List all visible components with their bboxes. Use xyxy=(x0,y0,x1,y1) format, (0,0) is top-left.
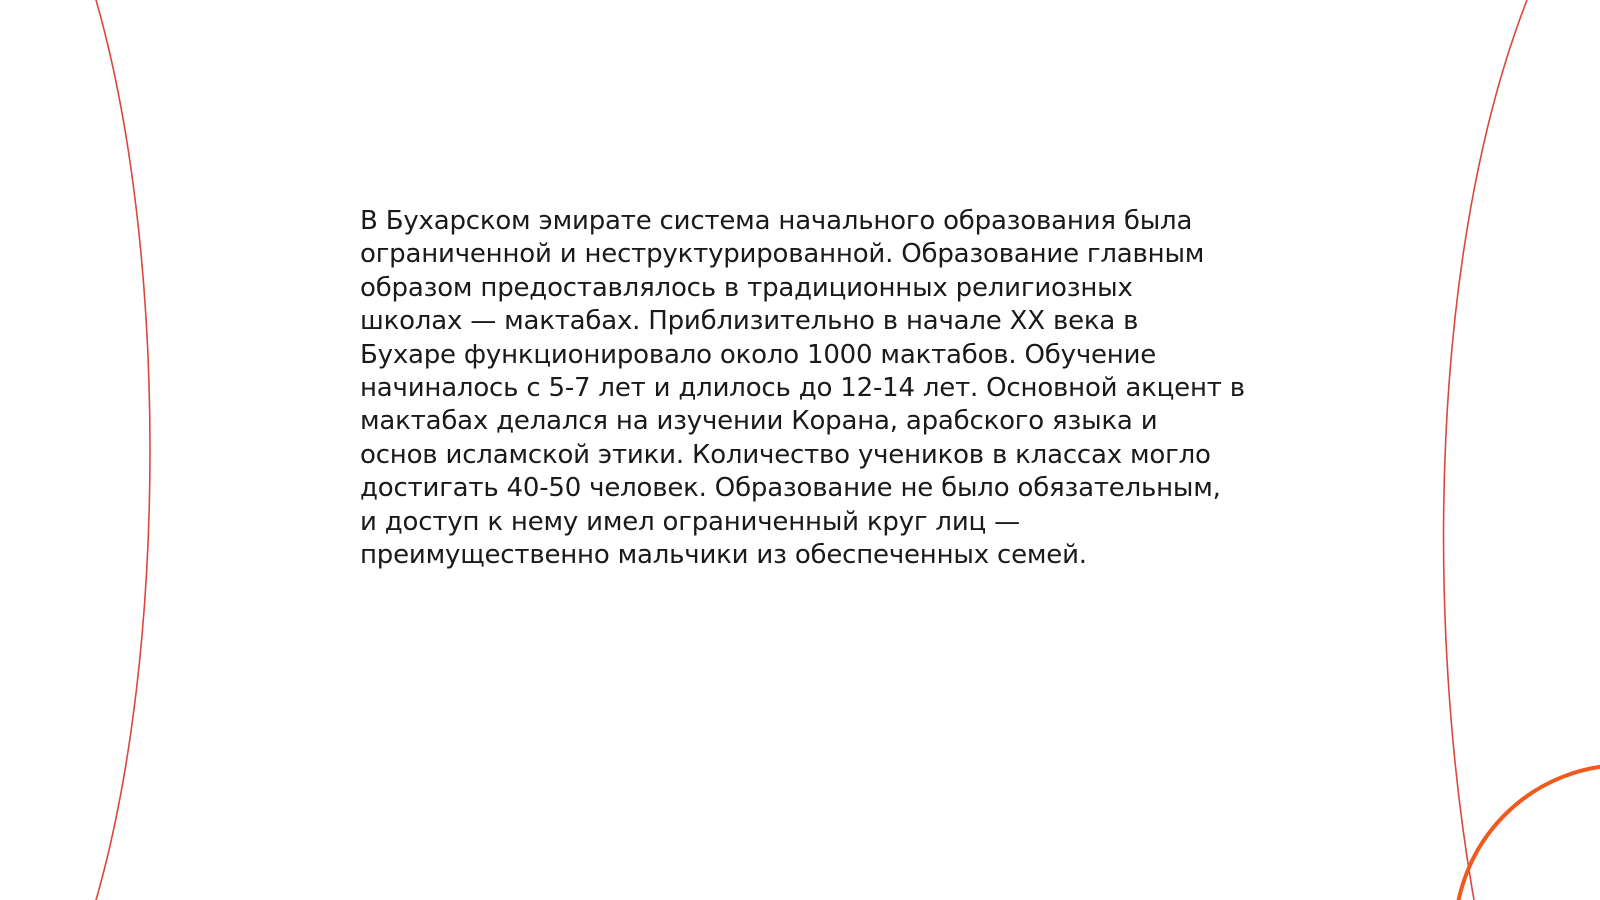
paragraph-line: Бухаре функционировало около 1000 мактабов. Обучение xyxy=(360,339,1157,370)
paragraph-line: образом предоставлялось в традиционных религиозных xyxy=(360,272,1133,303)
paragraph-line: мактабах делался на изучении Корана, арабского языка и xyxy=(360,406,1158,437)
orange-circle-decoration xyxy=(1455,765,1600,900)
right-arc-decoration xyxy=(1444,0,1527,900)
paragraph-line: В Бухарском эмирате система начального образования была xyxy=(360,206,1193,236)
paragraph-line: преимущественно мальчики из обеспеченных семей. xyxy=(360,540,1087,571)
paragraph-line: начиналось с 5-7 лет и длилось до 12-14 лет. Основной акцент в xyxy=(360,373,1245,404)
paragraph-line: ограниченной и неструктурированной. Образование главным xyxy=(360,239,1205,270)
paragraph-line: достигать 40-50 человек. Образование не было обязательным, xyxy=(360,473,1221,504)
paragraph-line: основ исламской этики. Количество учеников в классах могло xyxy=(360,439,1211,470)
body-paragraph xyxy=(360,205,1260,572)
paragraph-line: и доступ к нему имел ограниченный круг лиц — xyxy=(360,506,1020,537)
left-arc-decoration xyxy=(96,0,150,900)
paragraph-line: школах — мактабах. Приблизительно в начале XX века в xyxy=(360,306,1139,337)
